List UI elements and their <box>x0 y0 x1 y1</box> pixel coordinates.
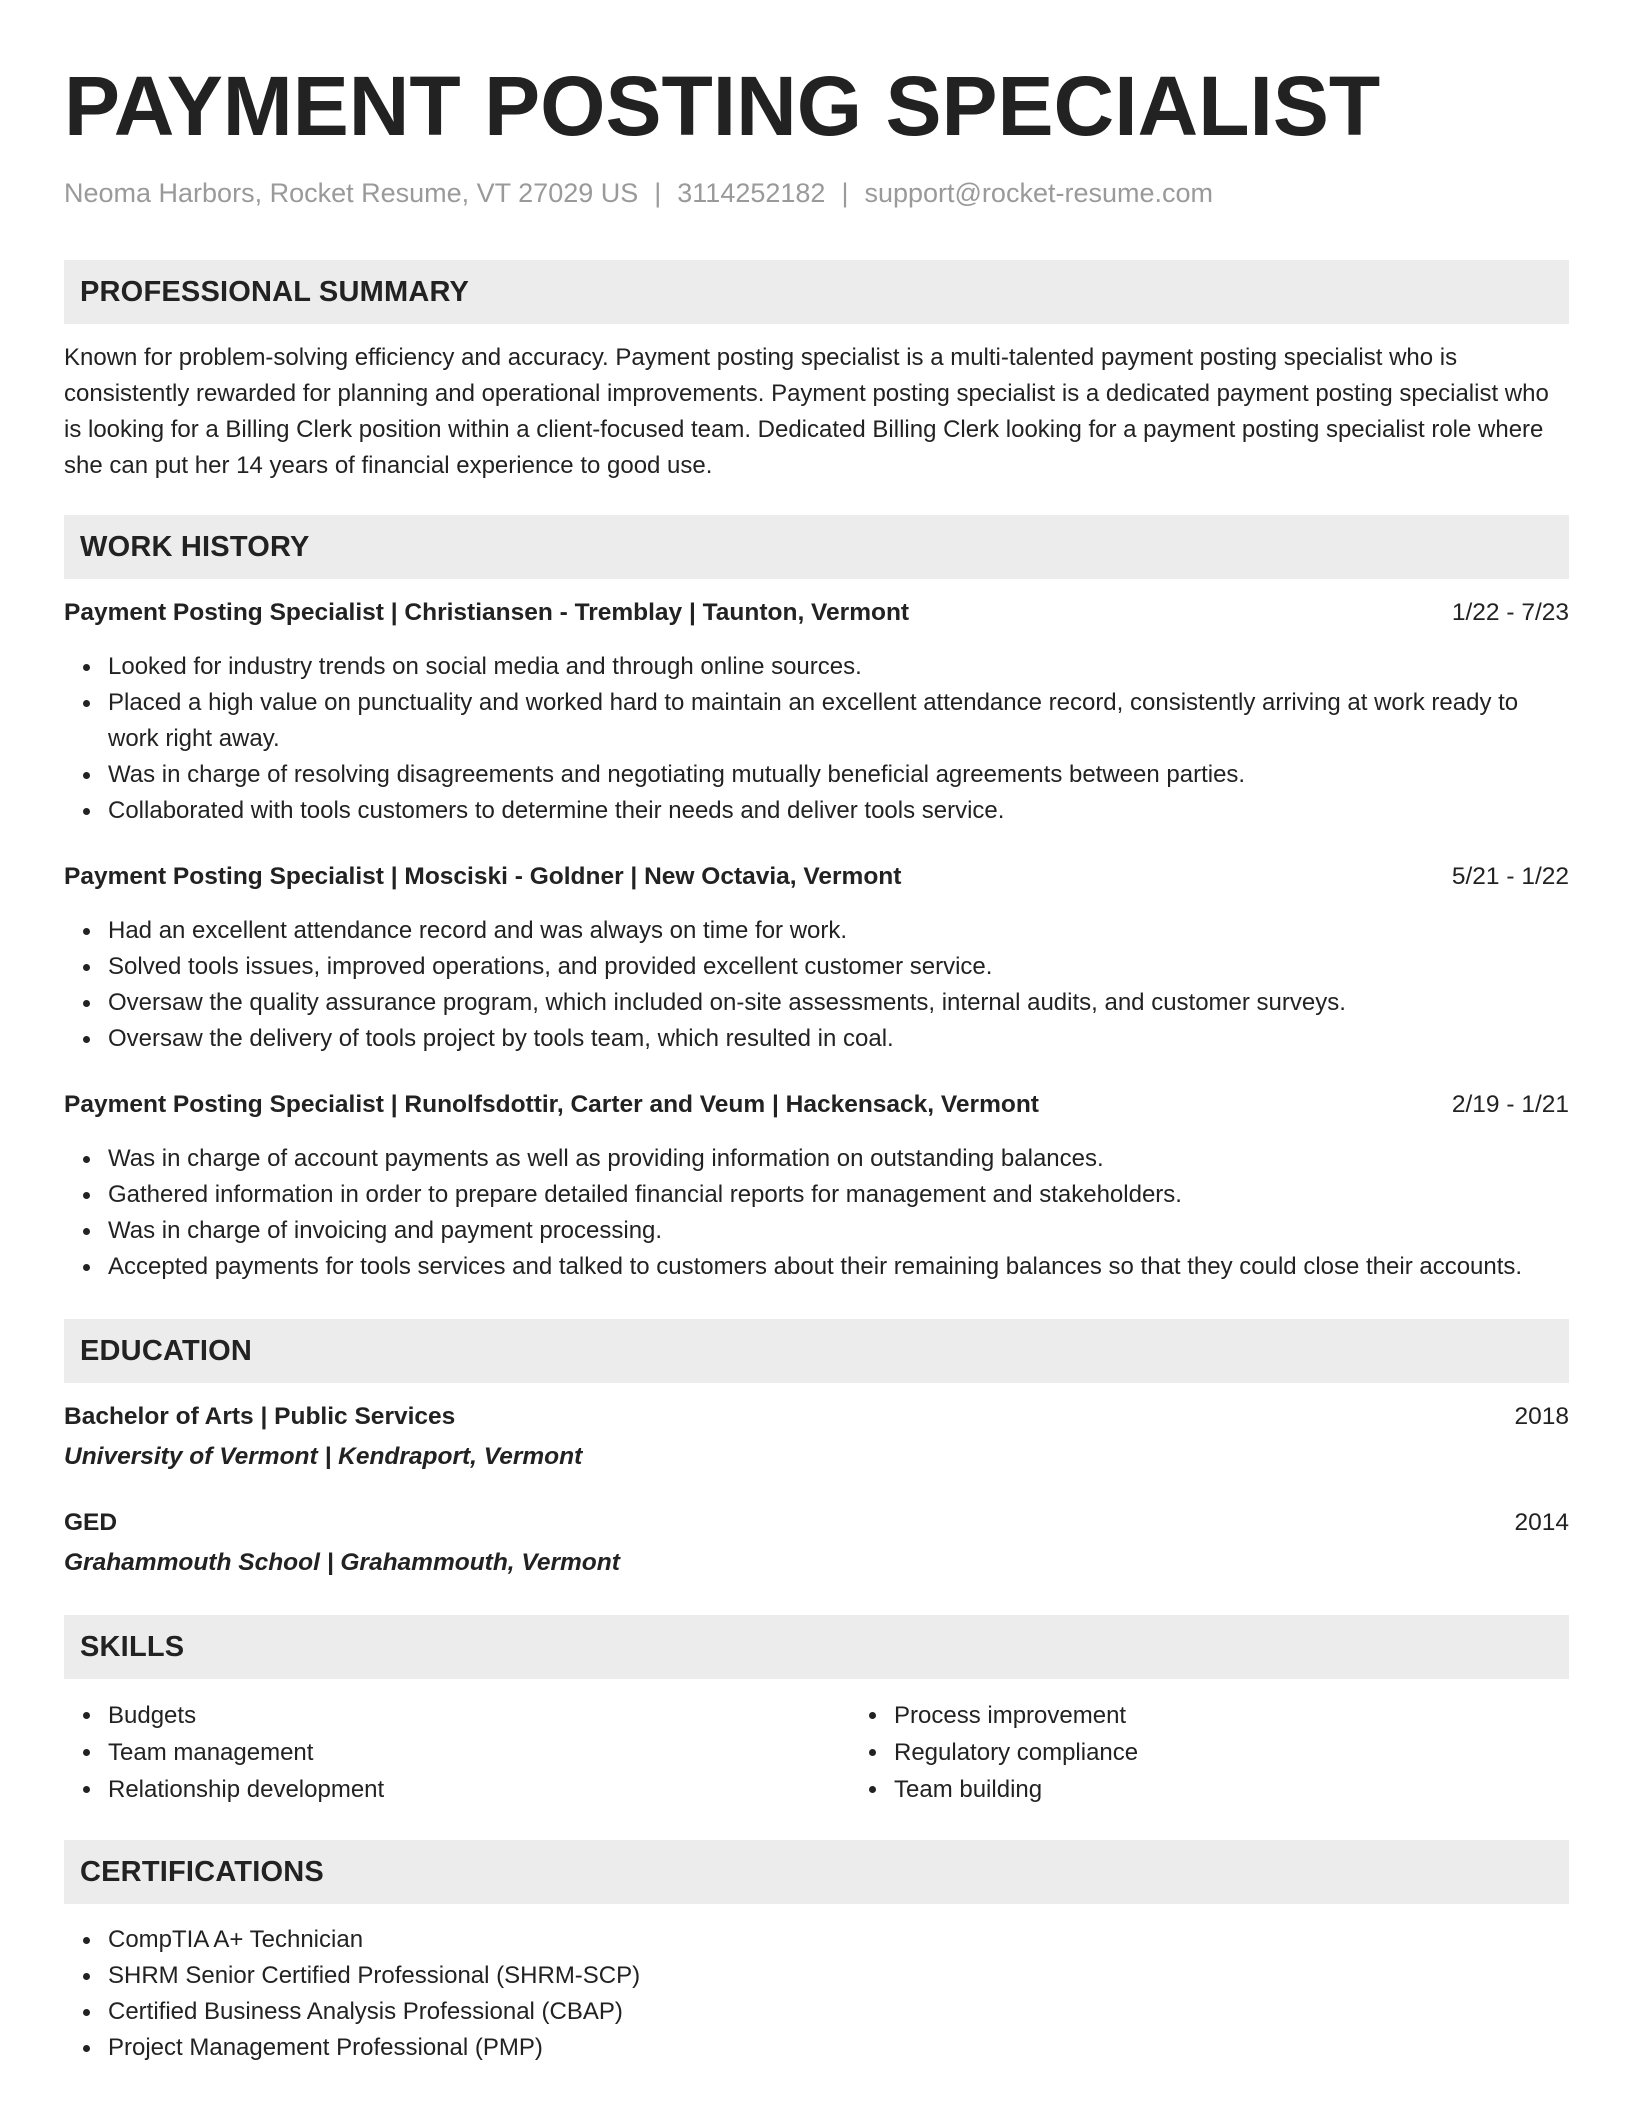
job-bullet: Gathered information in order to prepare detailed financial reports for management and stakeholders. <box>108 1177 1569 1213</box>
resume-title: PAYMENT POSTING SPECIALIST <box>64 59 1381 153</box>
job-bullets <box>64 649 1569 829</box>
job-dates: 2/19 - 1/21 <box>1451 1091 1569 1118</box>
section-header-skills <box>64 1615 1569 1679</box>
skill-item: Regulatory compliance <box>894 1734 1632 1771</box>
contact-email: support@rocket-resume.com <box>864 178 1213 208</box>
job-bullet: Was in charge of account payments as well as providing information on outstanding balances. <box>108 1141 1569 1177</box>
skill-item: Team building <box>894 1771 1632 1808</box>
job-entry <box>64 859 1569 1057</box>
section-header-work-history <box>64 515 1569 579</box>
job-title: Payment Posting Specialist | Mosciski - Goldner | New Octavia, Vermont <box>64 863 902 890</box>
section-heading: CERTIFICATIONS <box>80 1855 324 1888</box>
contact-separator: | <box>654 178 662 208</box>
skill-item: Team management <box>108 1734 850 1771</box>
skill-item: Budgets <box>108 1697 850 1734</box>
section-heading: WORK HISTORY <box>80 530 310 563</box>
job-title: Payment Posting Specialist | Runolfsdottir, Carter and Veum | Hackensack, Vermont <box>64 1091 1039 1118</box>
job-bullet: Oversaw the delivery of tools project by tools team, which resulted in coal. <box>108 1021 1569 1057</box>
certification-item: CompTIA A+ Technician <box>108 1922 1569 1958</box>
job-title: Payment Posting Specialist | Christiansen - Tremblay | Taunton, Vermont <box>64 599 910 626</box>
section-heading: SKILLS <box>80 1630 185 1663</box>
skills-column-left <box>64 1697 850 1808</box>
summary-text: Known for problem-solving efficiency and accuracy. Payment posting specialist is a multi-talented payment posting specialist who is consistently rewarded for planning and operational improvements. Payment posting specialist is a dedicated payment posting specialist who is looking for a Billing Clerk position within a client-focused team. Dedicated Billing Clerk looking for a payment posting specialist role where she can put her 14 years of financial experience to good use. <box>64 344 1549 479</box>
contact-separator: | <box>841 178 849 208</box>
certification-item: Certified Business Analysis Professional (CBAP) <box>108 1994 1569 2030</box>
skills-list <box>64 1697 1569 1808</box>
job-bullet: Collaborated with tools customers to determine their needs and deliver tools service. <box>108 793 1569 829</box>
education-year: 2018 <box>1514 1403 1569 1430</box>
skills-column-right <box>850 1697 1632 1808</box>
education-degree: GED <box>64 1509 118 1536</box>
section-header-education <box>64 1319 1569 1383</box>
job-bullet: Looked for industry trends on social media and through online sources. <box>108 649 1569 685</box>
education-school: University of Vermont | Kendraport, Vermont <box>64 1443 583 1470</box>
job-bullet: Had an excellent attendance record and was always on time for work. <box>108 913 1569 949</box>
job-bullet: Was in charge of resolving disagreements and negotiating mutually beneficial agreements between parties. <box>108 757 1569 793</box>
resume-page <box>64 58 1569 2066</box>
contact-phone: 3114252182 <box>677 178 826 208</box>
education-entry <box>64 1399 1569 1475</box>
job-entry <box>64 595 1569 829</box>
job-entry <box>64 1087 1569 1285</box>
job-bullets <box>64 913 1569 1057</box>
job-bullet: Solved tools issues, improved operations, and provided excellent customer service. <box>108 949 1569 985</box>
education-school: Grahammouth School | Grahammouth, Vermont <box>64 1549 620 1576</box>
job-header <box>64 595 1569 631</box>
education-header <box>64 1399 1569 1435</box>
section-header-certifications <box>64 1840 1569 1904</box>
job-dates: 5/21 - 1/22 <box>1451 863 1569 890</box>
contact-line <box>64 176 1569 210</box>
job-bullet: Placed a high value on punctuality and worked hard to maintain an excellent attendance record, consistently arriving at work ready to work right away. <box>108 685 1569 757</box>
education-header <box>64 1505 1569 1541</box>
job-dates: 1/22 - 7/23 <box>1451 599 1569 626</box>
job-bullet: Accepted payments for tools services and talked to customers about their remaining balances so that they could close their accounts. <box>108 1249 1569 1285</box>
section-heading: PROFESSIONAL SUMMARY <box>80 275 470 308</box>
education-year: 2014 <box>1514 1509 1569 1536</box>
education-entry <box>64 1505 1569 1581</box>
certification-item: SHRM Senior Certified Professional (SHRM-SCP) <box>108 1958 1569 1994</box>
job-bullets <box>64 1141 1569 1285</box>
certifications-list <box>64 1922 1569 2066</box>
contact-address: Neoma Harbors, Rocket Resume, VT 27029 US <box>64 178 639 208</box>
job-header <box>64 859 1569 895</box>
job-bullet: Oversaw the quality assurance program, which included on-site assessments, internal audits, and customer surveys. <box>108 985 1569 1021</box>
section-heading: EDUCATION <box>80 1334 253 1367</box>
skill-item: Relationship development <box>108 1771 850 1808</box>
skill-item: Process improvement <box>894 1697 1632 1734</box>
job-bullet: Was in charge of invoicing and payment processing. <box>108 1213 1569 1249</box>
education-degree: Bachelor of Arts | Public Services <box>64 1403 456 1430</box>
certification-item: Project Management Professional (PMP) <box>108 2030 1569 2066</box>
section-header-summary <box>64 260 1569 324</box>
job-header <box>64 1087 1569 1123</box>
